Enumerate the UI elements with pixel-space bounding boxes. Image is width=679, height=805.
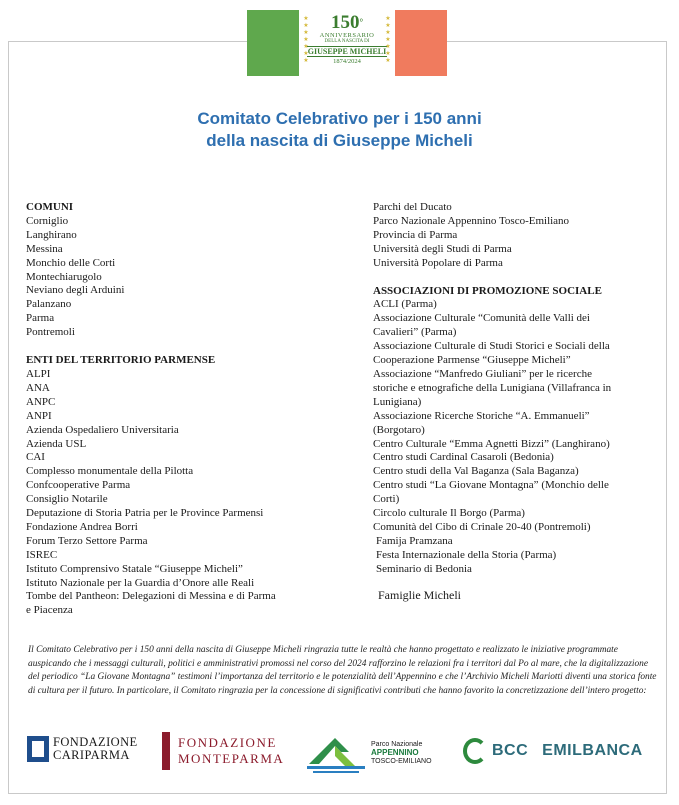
appennino-line2: APPENNINO (371, 747, 419, 757)
bcc-mark-icon (463, 738, 487, 764)
list-item: Seminario di Bedonia (376, 562, 472, 575)
list-item: ANPC (26, 395, 56, 408)
list-item: Pontremoli (26, 326, 75, 339)
comuni-list (26, 215, 346, 340)
appennino-line3: TOSCO-EMILIANO (371, 757, 432, 765)
list-item: Neviano degli Arduini (26, 284, 125, 297)
list-item: Corniglio (26, 214, 69, 227)
list-item: (Borgotaro) (373, 423, 425, 436)
parco-appennino-logo (305, 732, 432, 774)
bcc-emilbanca-logo (463, 738, 643, 764)
list-item: Langhirano (26, 228, 77, 241)
list-item: Università Popolare di Parma (373, 256, 503, 269)
right-column (373, 201, 643, 602)
title-line1: Comitato Celebrativo per i 150 anni (197, 109, 482, 128)
emilbanca-name: EMILBANCA (542, 742, 643, 759)
title-line2: della nascita di Giuseppe Micheli (206, 131, 473, 150)
list-item: Montechiarugolo (26, 270, 102, 283)
list-item: Corti) (373, 493, 400, 506)
list-item: Associazione Ricerche Storiche “A. Emmanueli” (373, 409, 590, 422)
list-item: Palanzano (26, 298, 72, 311)
monteparma-line1: FONDAZIONE (178, 735, 277, 750)
list-item: Cavalieri” (Parma) (373, 326, 457, 339)
logo-line2: DELLA NASCITA DI (324, 39, 370, 44)
list-item: Messina (26, 242, 63, 255)
list-item: Parco Nazionale Appennino Tosco-Emiliano (373, 214, 570, 227)
appennino-mountain-icon (305, 732, 367, 774)
list-item: Cooperazione Parmense “Giuseppe Micheli” (373, 354, 571, 367)
famiglie-micheli: Famiglie Micheli (378, 587, 461, 602)
list-item: Deputazione di Storia Patria per le Province Parmensi (26, 507, 264, 520)
stars-right-icon: ★ ★ ★ ★ ★ ★ ★ (385, 16, 391, 64)
fondazione-monteparma-logo (162, 732, 284, 770)
stars-left-icon: ★ ★ ★ ★ ★ ★ ★ (303, 16, 309, 64)
list-item: Associazione Culturale di Studi Storici e Sociali della (373, 340, 610, 353)
list-item: ANA (26, 381, 50, 394)
list-item: storiche e etnografiche della Lunigiana (Villafranca in (373, 381, 612, 394)
list-item: CAI (26, 451, 45, 464)
list-item: Centro studi “La Giovane Montagna” (Monchio delle (373, 479, 609, 492)
cariparma-line1: FONDAZIONE (53, 735, 138, 749)
list-item: Istituto Comprensivo Statale “Giuseppe Micheli” (26, 562, 243, 575)
enti-continued-list (373, 201, 643, 271)
extra-list (373, 535, 643, 577)
cariparma-mark-icon (27, 736, 49, 762)
logo-line1: ANNIVERSARIO (319, 32, 375, 39)
list-item: ALPI (26, 367, 51, 380)
list-item: Confcooperative Parma (26, 479, 131, 492)
list-item: e Piacenza (26, 604, 73, 617)
associazioni-list (373, 298, 643, 534)
fondazione-cariparma-logo (27, 736, 138, 762)
list-item: Associazione Culturale “Comunità delle Valli dei (373, 312, 590, 325)
list-item: Comunità del Cibo di Crinale 20-40 (Pontremoli) (373, 520, 591, 533)
list-item: Forum Terzo Settore Parma (26, 534, 148, 547)
list-item: Centro studi della Val Baganza (Sala Baganza) (373, 465, 579, 478)
list-item: Lunigiana) (373, 395, 422, 408)
logo-number: 150° (330, 12, 364, 33)
list-item: ANPI (26, 409, 52, 422)
list-item: Complesso monumentale della Pilotta (26, 465, 194, 478)
bcc-name: BCC (492, 742, 529, 759)
logo-line3: GIUSEPPE MICHELI (307, 47, 387, 56)
flag-red-band (395, 10, 447, 76)
list-item: ISREC (26, 548, 58, 561)
list-item: Centro Culturale “Emma Agnetti Bizzi” (Langhirano) (373, 437, 610, 450)
list-item: Università degli Studi di Parma (373, 242, 512, 255)
list-item: Festa Internazionale della Storia (Parma) (376, 548, 557, 561)
list-item: Famija Pramzana (376, 534, 453, 547)
list-item: Parma (26, 312, 55, 325)
list-item: Associazione “Manfredo Giuliani” per le ricerche (373, 367, 592, 380)
list-item: Tombe del Pantheon: Delegazioni di Messina e di Parma (26, 590, 276, 603)
list-item: Consiglio Notarile (26, 493, 108, 506)
left-column (26, 201, 346, 618)
sponsor-logos (25, 728, 665, 780)
list-item: Parchi del Ducato (373, 201, 452, 213)
page-title (0, 108, 679, 152)
logo-line4: 1874/2024 (333, 58, 361, 65)
flag-green-band (247, 10, 299, 76)
list-item: Circolo culturale Il Borgo (Parma) (373, 507, 525, 520)
list-item: Istituto Nazionale per la Guardia d’Onore alle Reali (26, 576, 255, 589)
cariparma-line2: CARIPARMA (53, 748, 130, 762)
appennino-line1: Parco Nazionale (371, 740, 423, 748)
list-item: Provincia di Parma (373, 228, 458, 241)
list-item: Azienda USL (26, 437, 87, 450)
enti-heading: ENTI DEL TERRITORIO PARMENSE (26, 354, 216, 367)
comuni-heading: COMUNI (26, 201, 74, 213)
monteparma-mark-icon (162, 732, 170, 770)
associazioni-heading: ASSOCIAZIONI DI PROMOZIONE SOCIALE (373, 284, 602, 297)
closing-paragraph: Il Comitato Celebrativo per i 150 anni della nascita di Giuseppe Micheli ringrazia tutte le realtà che hanno progettato e realizzato le iniziative programmate auspicando che i messaggi culturali, politici e amministrativi promossi nel corso del 2024 rafforzino le relazioni fra i territori dal Po al mare, che la digitalizzazione del periodico “La Giovane Montagna” testimoni l’importanza del territorio e le potenzialità dell’Appennino e che l’Archivio Micheli Mariotti diventi una storica fonte di cultura per il futuro. In particolare, il Comitato ringrazia per la concessione di significativi contributi che hanno favorito la concretizzazione dell’intero progetto: (28, 645, 657, 696)
logo-center (299, 10, 395, 76)
list-item: Monchio delle Corti (26, 256, 116, 269)
monteparma-line2: MONTEPARMA (178, 751, 285, 766)
list-item: Fondazione Andrea Borri (26, 520, 138, 533)
anniversary-logo (247, 10, 447, 76)
enti-list (26, 368, 346, 618)
list-item: Centro studi Cardinal Casaroli (Bedonia) (373, 451, 554, 464)
list-item: ACLI (Parma) (373, 298, 437, 311)
list-item: Azienda Ospedaliero Universitaria (26, 423, 179, 436)
